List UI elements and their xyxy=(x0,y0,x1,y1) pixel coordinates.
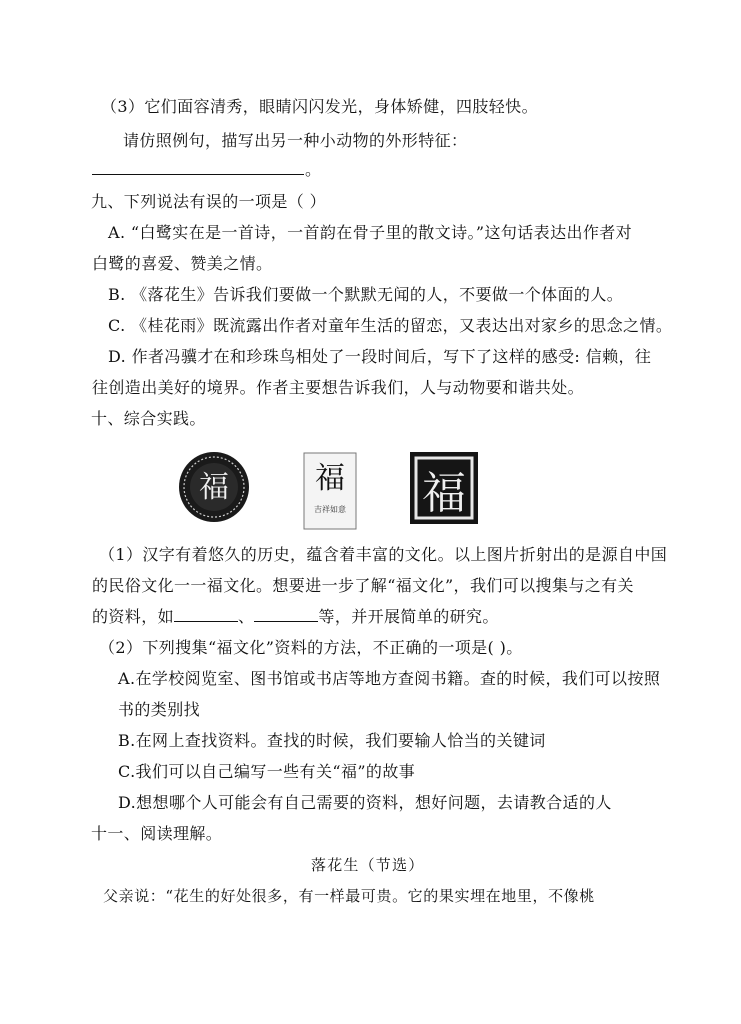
square-seal-char: 福 xyxy=(422,468,466,519)
q10-option-a-line1: A.在学校阅览室、图书馆或书店等地方查阅书籍。查的时候，我们可以按照 xyxy=(118,669,661,688)
q10-option-b: B.在网上查找资料。查找的时候，我们要输人恰当的关键词 xyxy=(118,731,546,750)
q10-option-c: C.我们可以自己编写一些有关“福”的故事 xyxy=(118,762,416,781)
q9-option-b: B. 《落花生》告诉我们要做一个默默无闻的人，不要做一个体面的人。 xyxy=(108,285,624,304)
scroll-seal-char: 福 xyxy=(315,461,345,496)
q10-part1-line3 xyxy=(92,607,499,627)
q9-option-d-line1: D. 作者冯骥才在和珍珠鸟相处了一段时间后，写下了这样的感受: 信赖，往 xyxy=(108,347,652,366)
square-fu-seal-image xyxy=(408,450,480,526)
passage-title: 落花生（节选） xyxy=(311,856,425,874)
passage-line-1: 父亲说：“花生的好处很多，有一样最可贵。它的果实埋在地里，不像桃 xyxy=(103,887,595,905)
q10-part1-line1: （1）汉字有着悠久的历史，蕴含着丰富的文化。以上图片折射出的是源自中国 xyxy=(99,545,668,564)
q8-answer-blank[interactable] xyxy=(92,174,304,175)
round-seal-char: 福 xyxy=(199,470,229,505)
q9-option-a-line1: A. “白鹭实在是一首诗，一首韵在骨子里的散文诗。”这句话表达出作者对 xyxy=(108,223,633,242)
q11-title: 十一、阅读理解。 xyxy=(91,824,223,843)
q9-option-c: C. 《桂花雨》既流露出作者对童年生活的留恋，又表达出对家乡的思念之情。 xyxy=(108,316,673,335)
q9-option-d-line2: 往创造出美好的境界。作者主要想告诉我们，人与动物要和谐共处。 xyxy=(92,378,585,397)
q10-option-d: D.想想哪个人可能会有自己需要的资料，想好问题，去请教合适的人 xyxy=(118,793,612,812)
q10-blank-1[interactable] xyxy=(174,607,238,622)
q10-blank-2[interactable] xyxy=(254,607,318,622)
round-fu-seal-image xyxy=(177,450,251,524)
scroll-fu-image xyxy=(303,452,357,530)
q9-option-a-line2: 白鹭的喜爱、赞美之情。 xyxy=(92,254,273,273)
q10-part1-line3-c: 等，并开展简单的研究。 xyxy=(318,607,499,626)
q10-part1-line3-b: 、 xyxy=(238,607,255,626)
q8-instruction: 请仿照例句，描写出另一种小动物的外形特征： xyxy=(123,131,468,150)
q9-title: 九、下列说法有误的一项是（ ） xyxy=(91,192,327,211)
q10-part1-line2: 的民俗文化一一福文化。想要进一步了解“福文化”，我们可以搜集与之有关 xyxy=(92,576,634,595)
q10-part1-line3-a: 的资料，如 xyxy=(92,607,175,626)
q8-example-3: （3）它们面容清秀，眼睛闪闪发光，身体矫健，四肢轻快。 xyxy=(101,97,538,116)
q10-part2: （2）下列搜集“福文化”资料的方法，不正确的一项是( )。 xyxy=(99,638,523,657)
scroll-seal-small-text: 吉祥如意 xyxy=(314,505,346,514)
q8-blank-period: 。 xyxy=(305,160,322,179)
q10-option-a-line2: 书的类别找 xyxy=(118,700,201,719)
q10-title: 十、综合实践。 xyxy=(91,409,206,428)
